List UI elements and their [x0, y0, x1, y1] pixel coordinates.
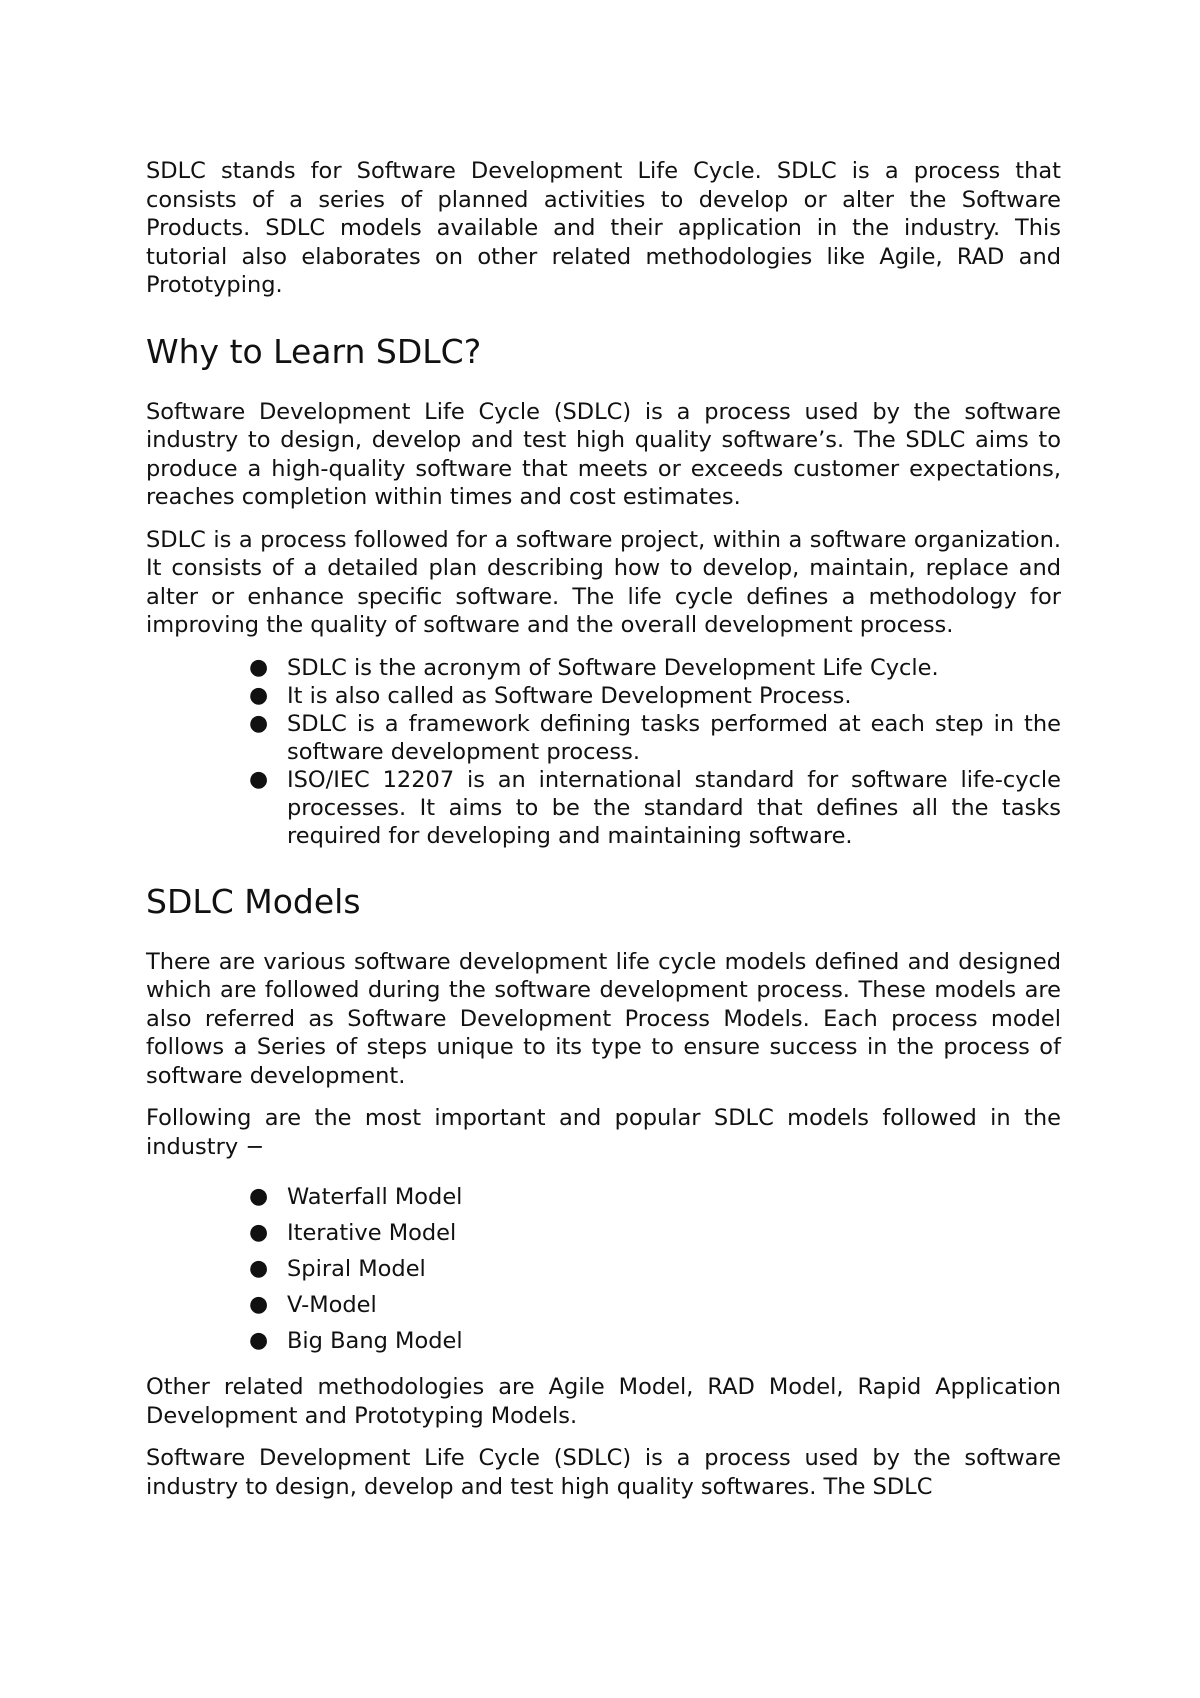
list-item: ● ISO/IEC 12207 is an international standard for software life-cycle processes. It aims to be the standard that defines all the tasks required for developing and maintaining software.	[249, 766, 1061, 849]
models-paragraph-4: Software Development Life Cycle (SDLC) is a process used by the software industry to design, develop and test high quality softwares. The SDLC	[146, 1445, 1061, 1500]
why-paragraph-2: SDLC is a process followed for a software project, within a software organization. It consists of a detailed plan describing how to develop, maintain, replace and alter or enhance specific software. The life cycle defines a methodology for improving the quality of software and the overall development process.	[146, 526, 1061, 638]
models-heading: SDLC Models	[146, 881, 361, 921]
models-paragraph-1: There are various software development life cycle models defined and designed which are followed during the software development process. These models are also referred as Software Development Process Models. Each process model follows a Series of steps unique to its type to ensure success in the process of software development.	[146, 948, 1061, 1089]
models-paragraph-3: Other related methodologies are Agile Model, RAD Model, Rapid Application Development and Prototyping Models.	[146, 1374, 1061, 1429]
list-item: ● Waterfall Model	[287, 1179, 1061, 1215]
bullet-icon: ●	[249, 654, 269, 680]
list-item: ● Spiral Model	[287, 1251, 1061, 1287]
list-item: ● It is also called as Software Development Process.	[249, 682, 852, 709]
models-paragraph-2: Following are the most important and popular SDLC models followed in the industry −	[146, 1105, 1061, 1160]
bullet-icon: ●	[249, 710, 269, 736]
why-heading: Why to Learn SDLC?	[146, 331, 482, 371]
bullet-icon: ●	[249, 766, 269, 792]
bullet-icon: ●	[249, 1220, 269, 1245]
why-bullet-list	[146, 654, 1061, 850]
intro-paragraph: SDLC stands for Software Development Life Cycle. SDLC is a process that consists of a series of planned activities to develop or alter the Software Products. SDLC models available and their application in the industry. This tutorial also elaborates on other related methodologies like Agile, RAD and Prototyping.	[146, 158, 1061, 298]
document-page	[146, 157, 1061, 1515]
why-paragraph-1: Software Development Life Cycle (SDLC) is a process used by the software industry to design, develop and test high quality software’s. The SDLC aims to produce a high-quality software that meets or exceeds customer expectations, reaches completion within times and cost estimates.	[146, 398, 1061, 510]
list-item: ● SDLC is the acronym of Software Development Life Cycle.	[249, 654, 939, 681]
bullet-icon: ●	[249, 682, 269, 708]
models-list	[146, 1179, 1061, 1359]
bullet-icon: ●	[249, 1292, 269, 1317]
list-item: ● Iterative Model	[287, 1215, 1061, 1251]
list-item: ● V-Model	[287, 1287, 1061, 1323]
list-item: ● Big Bang Model	[287, 1323, 1061, 1359]
list-item: ● SDLC is a framework defining tasks performed at each step in the software development process.	[249, 710, 1061, 765]
bullet-icon: ●	[249, 1256, 269, 1281]
bullet-icon: ●	[249, 1184, 269, 1209]
bullet-icon: ●	[249, 1328, 269, 1353]
